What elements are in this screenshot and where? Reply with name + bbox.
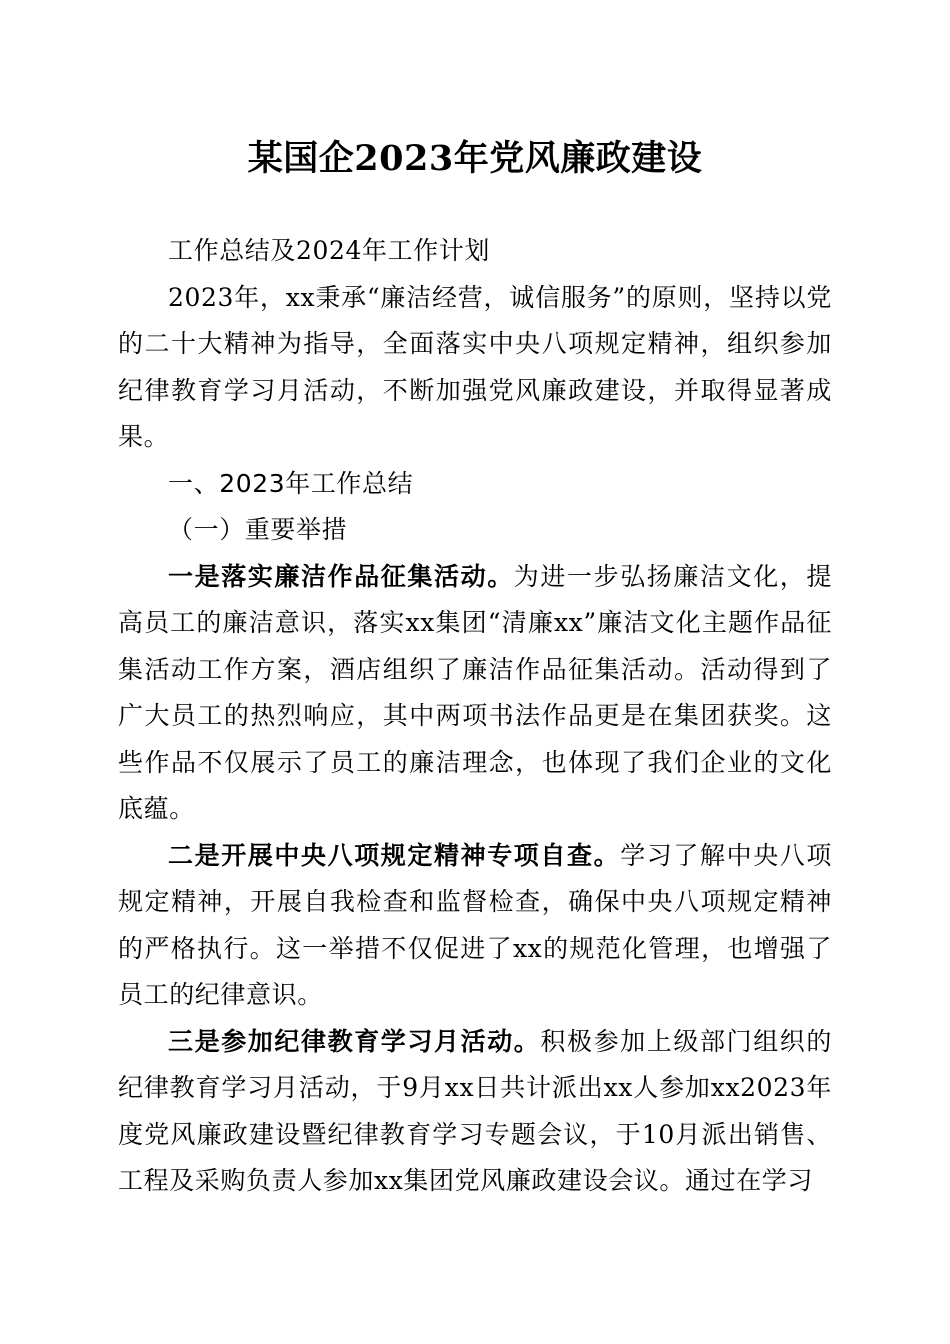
document-title: 某国企2023年党风廉政建设 bbox=[247, 138, 703, 179]
document-subtitle: 工作总结及2024年工作计划 bbox=[168, 236, 491, 265]
subsection-heading-measures: （一）重要举措 bbox=[168, 515, 348, 544]
measure-paragraph-2 bbox=[118, 833, 832, 1019]
intro-paragraph: 2023年，xx秉承“廉洁经营，诚信服务”的原则，坚持以党的二十大精神为指导，全面落实中央八项规定精神，组织参加纪律教育学习月活动，不断加强党风廉政建设，并取得显著成果。 bbox=[118, 282, 832, 451]
measure-3-text: 积极参加上级部门组织的纪律教育学习月活动，于9月xx日共计派出xx人参加xx2023年度党风廉政建设暨纪律教育学习专题会议，于10月派出销售、工程及采购负责人参加xx集团党风廉政建设会议。通过在学习 bbox=[118, 1026, 833, 1195]
section-heading-summary: 一、2023年工作总结 bbox=[168, 468, 414, 498]
measure-2-lead: 二是开展中央八项规定精神专项自查。 bbox=[168, 840, 621, 870]
measure-paragraph-3 bbox=[118, 1019, 832, 1205]
measure-1-text: 为进一步弘扬廉洁文化，提高员工的廉洁意识，落实xx集团“清廉xx”廉洁文化主题作品征集活动工作方案，酒店组织了廉洁作品征集活动。活动得到了广大员工的热烈响应，其中两项书法作品更是在集团获奖。这些作品不仅展示了员工的廉洁理念，也体现了我们企业的文化底蕴。 bbox=[118, 561, 832, 823]
measure-1-lead: 一是落实廉洁作品征集活动。 bbox=[168, 561, 514, 591]
measure-3-lead: 三是参加纪律教育学习月活动。 bbox=[168, 1026, 541, 1056]
measure-paragraph-1 bbox=[118, 554, 832, 833]
measure-2-text: 学习了解中央八项规定精神，开展自我检查和监督检查，确保中央八项规定精神的严格执行。这一举措不仅促进了xx的规范化管理，也增强了员工的纪律意识。 bbox=[118, 840, 832, 1009]
document-body bbox=[118, 228, 832, 1205]
